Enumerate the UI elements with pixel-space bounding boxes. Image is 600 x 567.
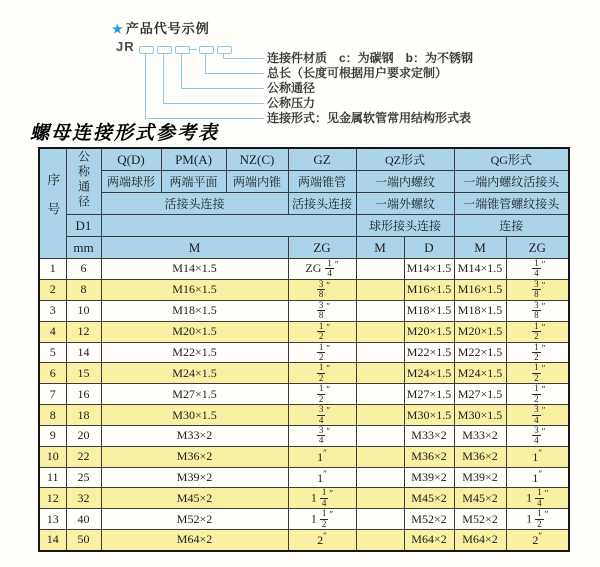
cell-seq: 1 [39, 259, 66, 280]
table-row [39, 509, 569, 530]
header-qz-d: D [404, 237, 454, 259]
table-row [39, 467, 569, 488]
cell-qg-zg: $\frac{3}{8}$ ″ [506, 300, 569, 321]
cell-m: M22×1.5 [101, 342, 288, 363]
cell-qz-m [356, 384, 404, 405]
diagram-heading [112, 18, 210, 37]
diagram-heading-text: 产品代号示例 [125, 21, 210, 36]
header-qz-desc-bottom: 一端外螺纹 [356, 193, 454, 215]
cell-qz-d: M64×2 [404, 530, 454, 551]
cell-qg-m: M30×1.5 [454, 405, 506, 426]
header-blank [101, 215, 356, 237]
cell-m: M30×1.5 [101, 405, 288, 426]
cell-dn: 32 [66, 488, 101, 509]
star-icon: ★ [112, 22, 124, 36]
code-separator [190, 49, 197, 50]
cell-qg-zg: $\frac{3}{4}$ ″ [506, 426, 569, 447]
cell-dn: 6 [66, 259, 101, 280]
cell-qz-d: M52×2 [404, 509, 454, 530]
cell-qz-d: M36×2 [404, 446, 454, 467]
cell-qg-m: M22×1.5 [454, 342, 506, 363]
cell-m: M45×2 [101, 488, 288, 509]
cell-qg-zg: $\frac{1}{2}$ ″ [506, 342, 569, 363]
cell-m: M39×2 [101, 467, 288, 488]
header-qg-desc-top: 一端内螺纹活接头 [454, 171, 569, 193]
cell-seq: 4 [39, 321, 66, 342]
label-pressure: 公称压力 [267, 96, 316, 110]
header-qg-m: M [454, 237, 506, 259]
table-row [39, 321, 569, 342]
cell-m: M24×1.5 [101, 363, 288, 384]
cell-zg: $\frac{1}{2}$ ″ [288, 363, 356, 384]
cell-qg-zg: 1 $\frac{1}{2}$ ″ [506, 509, 569, 530]
cell-m: M16×1.5 [101, 279, 288, 300]
cell-qg-m: M18×1.5 [454, 300, 506, 321]
cell-dn: 20 [66, 426, 101, 447]
cell-qg-zg: 1 $\frac{1}{4}$ ″ [506, 488, 569, 509]
cell-zg: 1″ [288, 446, 356, 467]
header-gz-desc: 两端锥管 [288, 171, 356, 193]
reference-table [38, 147, 570, 552]
cell-dn: 10 [66, 300, 101, 321]
cell-zg: 1 $\frac{1}{4}$ ″ [288, 488, 356, 509]
cell-seq: 3 [39, 300, 66, 321]
cell-m: M33×2 [101, 426, 288, 447]
header-zg: ZG [288, 237, 356, 259]
cell-qg-m: M33×2 [454, 426, 506, 447]
cell-qz-m [356, 446, 404, 467]
cell-m: M52×2 [101, 509, 288, 530]
cell-qg-zg: $\frac{1}{2}$ ″ [506, 363, 569, 384]
cell-zg: $\frac{3}{8}$ ″ [288, 279, 356, 300]
header-pm-desc: 两端平面 [161, 171, 226, 193]
cell-m: M14×1.5 [101, 259, 288, 280]
table-row [39, 342, 569, 363]
cell-qz-d: M30×1.5 [404, 405, 454, 426]
table-title: 螺母连接形式参考表 [30, 123, 220, 144]
cell-dn: 16 [66, 384, 101, 405]
cell-zg: 1 $\frac{1}{2}$ ″ [288, 509, 356, 530]
header-col-qz: QZ形式 [356, 148, 454, 171]
cell-dn: 50 [66, 530, 101, 551]
cell-qg-m: M20×1.5 [454, 321, 506, 342]
header-qz-conn: 球形接头连接 [356, 215, 454, 237]
cell-dn: 15 [66, 363, 101, 384]
header-union-joint: 活接头连接 [101, 193, 288, 215]
cell-seq: 5 [39, 342, 66, 363]
cell-qz-d: M14×1.5 [404, 259, 454, 280]
cell-qz-m [356, 259, 404, 280]
cell-m: M64×2 [101, 530, 288, 551]
table-row [39, 259, 569, 280]
table-row [39, 530, 569, 551]
table-row [39, 426, 569, 447]
label-diameter: 公称通径 [267, 81, 316, 95]
cell-qz-d: M22×1.5 [404, 342, 454, 363]
cell-qg-m: M36×2 [454, 446, 506, 467]
header-col-q: Q(D) [101, 148, 161, 171]
header-q-desc: 两端球形 [101, 171, 161, 193]
cell-seq: 6 [39, 363, 66, 384]
cell-qz-m [356, 321, 404, 342]
cell-qg-zg: 1″ [506, 446, 569, 467]
cell-qz-d: M16×1.5 [404, 279, 454, 300]
cell-seq: 12 [39, 488, 66, 509]
cell-qg-m: M64×2 [454, 530, 506, 551]
table-body [39, 259, 569, 551]
label-form: 连接形式：见金属软管常用结构形式表 [267, 111, 472, 125]
table-row [39, 446, 569, 467]
cell-qz-d: M18×1.5 [404, 300, 454, 321]
cell-dn: 12 [66, 321, 101, 342]
product-code-prefix: JR [116, 39, 135, 54]
cell-qg-zg: $\frac{1}{2}$ ″ [506, 321, 569, 342]
cell-qz-m [356, 300, 404, 321]
cell-dn: 14 [66, 342, 101, 363]
header-col-gz: GZ [288, 148, 356, 171]
table-row [39, 384, 569, 405]
label-material: 连接件材质 c：为碳钢 b：为不锈钢 [267, 51, 474, 65]
cell-qz-m [356, 342, 404, 363]
header-qg-conn: 连接 [454, 215, 569, 237]
cell-dn: 8 [66, 279, 101, 300]
table-row [39, 363, 569, 384]
cell-dn: 18 [66, 405, 101, 426]
cell-qg-m: M39×2 [454, 467, 506, 488]
cell-qg-zg: $\frac{3}{8}$ ″ [506, 279, 569, 300]
cell-seq: 10 [39, 446, 66, 467]
cell-qg-m: M45×2 [454, 488, 506, 509]
cell-seq: 13 [39, 509, 66, 530]
cell-qz-d: M24×1.5 [404, 363, 454, 384]
cell-qz-d: M33×2 [404, 426, 454, 447]
header-qg-desc-bottom: 一端锥管螺纹接头 [454, 193, 569, 215]
header-m: M [101, 237, 288, 259]
cell-qz-m [356, 405, 404, 426]
cell-qg-m: M16×1.5 [454, 279, 506, 300]
cell-qz-m [356, 363, 404, 384]
cell-qg-zg: 2″ [506, 530, 569, 551]
cell-m: M20×1.5 [101, 321, 288, 342]
cell-m: M27×1.5 [101, 384, 288, 405]
header-mm: mm [66, 237, 101, 259]
cell-qg-zg: $\frac{1}{4}$ ″ [506, 259, 569, 280]
header-seq: 序号 [39, 148, 66, 259]
header-gz-joint: 活接头连接 [288, 193, 356, 215]
label-length: 总长（长度可根据用户要求定制） [267, 66, 448, 80]
cell-qz-d: M39×2 [404, 467, 454, 488]
header-qg-zg: ZG [506, 237, 569, 259]
cell-zg: $\frac{3}{4}$ ″ [288, 426, 356, 447]
table-row [39, 488, 569, 509]
cell-qg-m: M24×1.5 [454, 363, 506, 384]
cell-zg: $\frac{1}{2}$ ″ [288, 321, 356, 342]
header-col-pm: PM(A) [161, 148, 226, 171]
cell-dn: 25 [66, 467, 101, 488]
cell-qg-zg: $\frac{1}{2}$ ″ [506, 384, 569, 405]
cell-seq: 9 [39, 426, 66, 447]
cell-seq: 8 [39, 405, 66, 426]
cell-dn: 40 [66, 509, 101, 530]
cell-dn: 22 [66, 446, 101, 467]
cell-qg-m: M27×1.5 [454, 384, 506, 405]
cell-qz-m [356, 467, 404, 488]
cell-qz-d: M20×1.5 [404, 321, 454, 342]
cell-seq: 14 [39, 530, 66, 551]
header-col-qg: QG形式 [454, 148, 569, 171]
cell-zg: $\frac{1}{2}$ ″ [288, 384, 356, 405]
header-nz-desc: 两端内锥 [226, 171, 288, 193]
header-col-nz: NZ(C) [226, 148, 288, 171]
table-row [39, 300, 569, 321]
header-d1: D1 [66, 215, 101, 237]
cell-m: M36×2 [101, 446, 288, 467]
cell-qz-m [356, 530, 404, 551]
cell-qg-m: M14×1.5 [454, 259, 506, 280]
cell-qz-m [356, 426, 404, 447]
cell-zg: $\frac{3}{4}$ ″ [288, 405, 356, 426]
cell-zg: 1″ [288, 467, 356, 488]
header-qz-m: M [356, 237, 404, 259]
cell-zg: $\frac{1}{2}$ ″ [288, 342, 356, 363]
cell-qg-zg: $\frac{3}{4}$ ″ [506, 405, 569, 426]
cell-qz-m [356, 509, 404, 530]
header-qz-desc-top: 一端内螺纹 [356, 171, 454, 193]
cell-zg: 2″ [288, 530, 356, 551]
cell-qz-m [356, 488, 404, 509]
cell-seq: 2 [39, 279, 66, 300]
table-header [39, 148, 569, 259]
cell-seq: 11 [39, 467, 66, 488]
connector-line-form [145, 53, 264, 119]
cell-seq: 7 [39, 384, 66, 405]
cell-qg-m: M52×2 [454, 509, 506, 530]
header-dn: 公称通径 [66, 148, 101, 215]
cell-m: M18×1.5 [101, 300, 288, 321]
cell-zg: ZG $\frac{1}{4}$ ″ [288, 259, 356, 280]
cell-qz-d: M45×2 [404, 488, 454, 509]
cell-qz-d: M27×1.5 [404, 384, 454, 405]
cell-zg: $\frac{3}{8}$ ″ [288, 300, 356, 321]
cell-qg-zg: 1″ [506, 467, 569, 488]
table-row [39, 279, 569, 300]
cell-qz-m [356, 279, 404, 300]
table-row [39, 405, 569, 426]
